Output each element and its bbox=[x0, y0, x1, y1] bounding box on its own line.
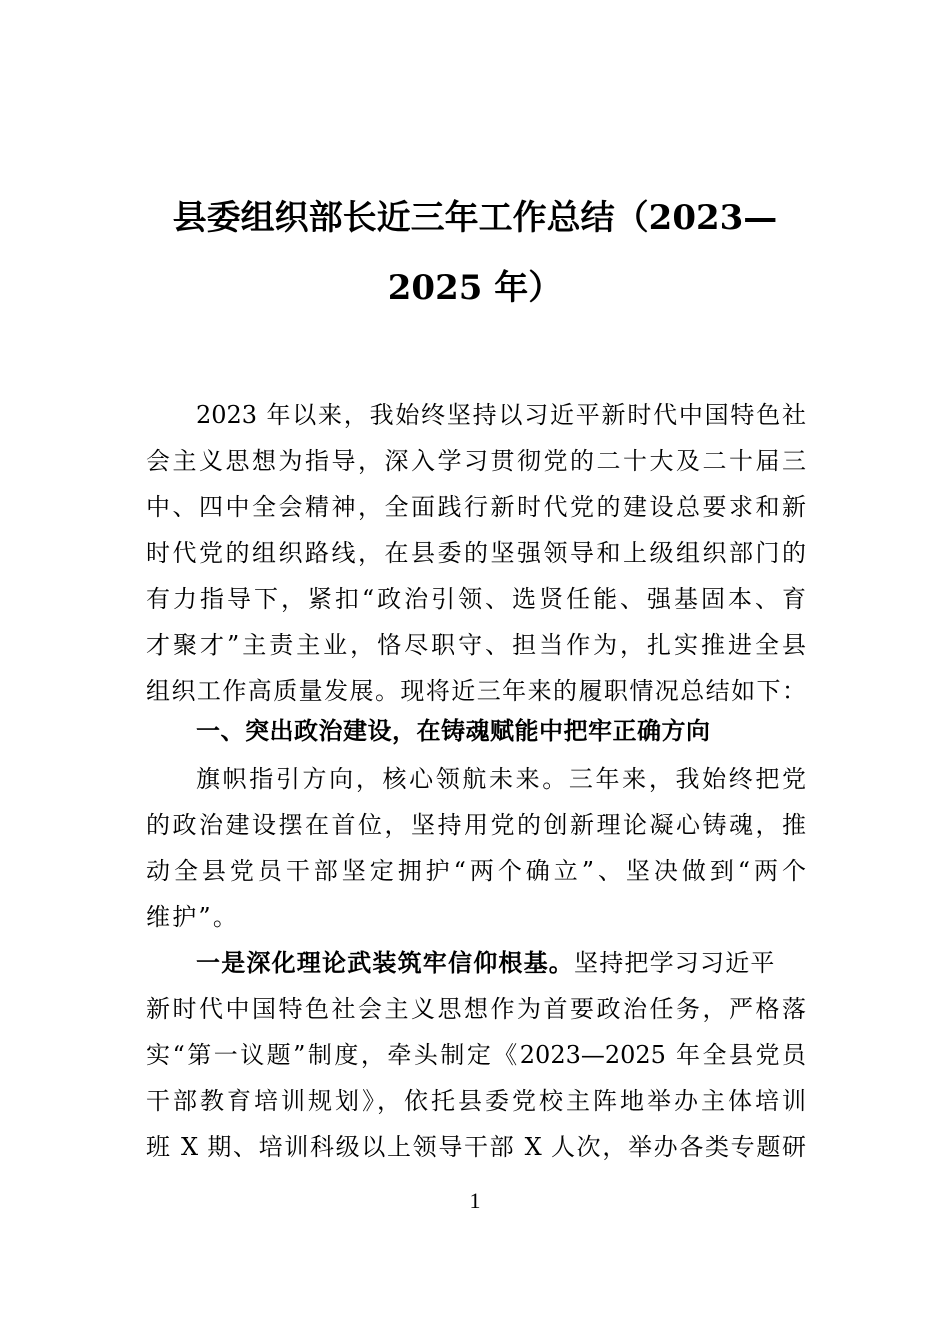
intro-line: 组织工作高质量发展。现将近三年来的履职情况总结如下： bbox=[146, 677, 806, 705]
intro-line: 有力指导下，紧扣“政治引领、选贤任能、强基固本、育 bbox=[146, 585, 806, 613]
subsection-bold-lead: 一是深化理论武装筑牢信仰根基。 bbox=[196, 948, 574, 977]
document-title-line-1: 县委组织部长近三年工作总结（2023— bbox=[172, 198, 778, 238]
document-title-line-2: 2025 年） bbox=[387, 268, 563, 308]
subsection-line: 新时代中国特色社会主义思想作为首要政治任务，严格落 bbox=[146, 995, 806, 1023]
section-paragraph-line: 动全县党员干部坚定拥护“两个确立”、坚决做到“两个 bbox=[146, 857, 806, 885]
subsection-text: 坚持把学习习近平 bbox=[574, 949, 776, 977]
intro-line: 才聚才”主责主业，恪尽职守、担当作为，扎实推进全县 bbox=[146, 631, 806, 659]
subsection-line: 干部教育培训规划》，依托县委党校主阵地举办主体培训 bbox=[146, 1087, 806, 1115]
page-number: 1 bbox=[469, 1188, 481, 1213]
section-paragraph-line: 的政治建设摆在首位，坚持用党的创新理论凝心铸魂，推 bbox=[146, 811, 806, 839]
intro-line: 中、四中全会精神，全面践行新时代党的建设总要求和新 bbox=[146, 493, 806, 521]
section-paragraph-line: 维护”。 bbox=[146, 903, 240, 931]
intro-line: 时代党的组织路线，在县委的坚强领导和上级组织部门的 bbox=[146, 539, 806, 567]
section-paragraph-line: 旗帜指引方向，核心领航未来。三年来，我始终把党 bbox=[196, 765, 806, 793]
section-heading: 一、突出政治建设，在铸魂赋能中把牢正确方向 bbox=[196, 717, 711, 745]
intro-line: 2023 年以来，我始终坚持以习近平新时代中国特色社 bbox=[196, 401, 806, 429]
intro-line: 会主义思想为指导，深入学习贯彻党的二十大及二十届三 bbox=[146, 447, 806, 475]
subsection-line: 班 X 期、培训科级以上领导干部 X 人次，举办各类专题研 bbox=[146, 1133, 806, 1161]
subsection-first-line bbox=[196, 948, 806, 978]
subsection-line: 实“第一议题”制度，牵头制定《2023—2025 年全县党员 bbox=[146, 1041, 806, 1069]
